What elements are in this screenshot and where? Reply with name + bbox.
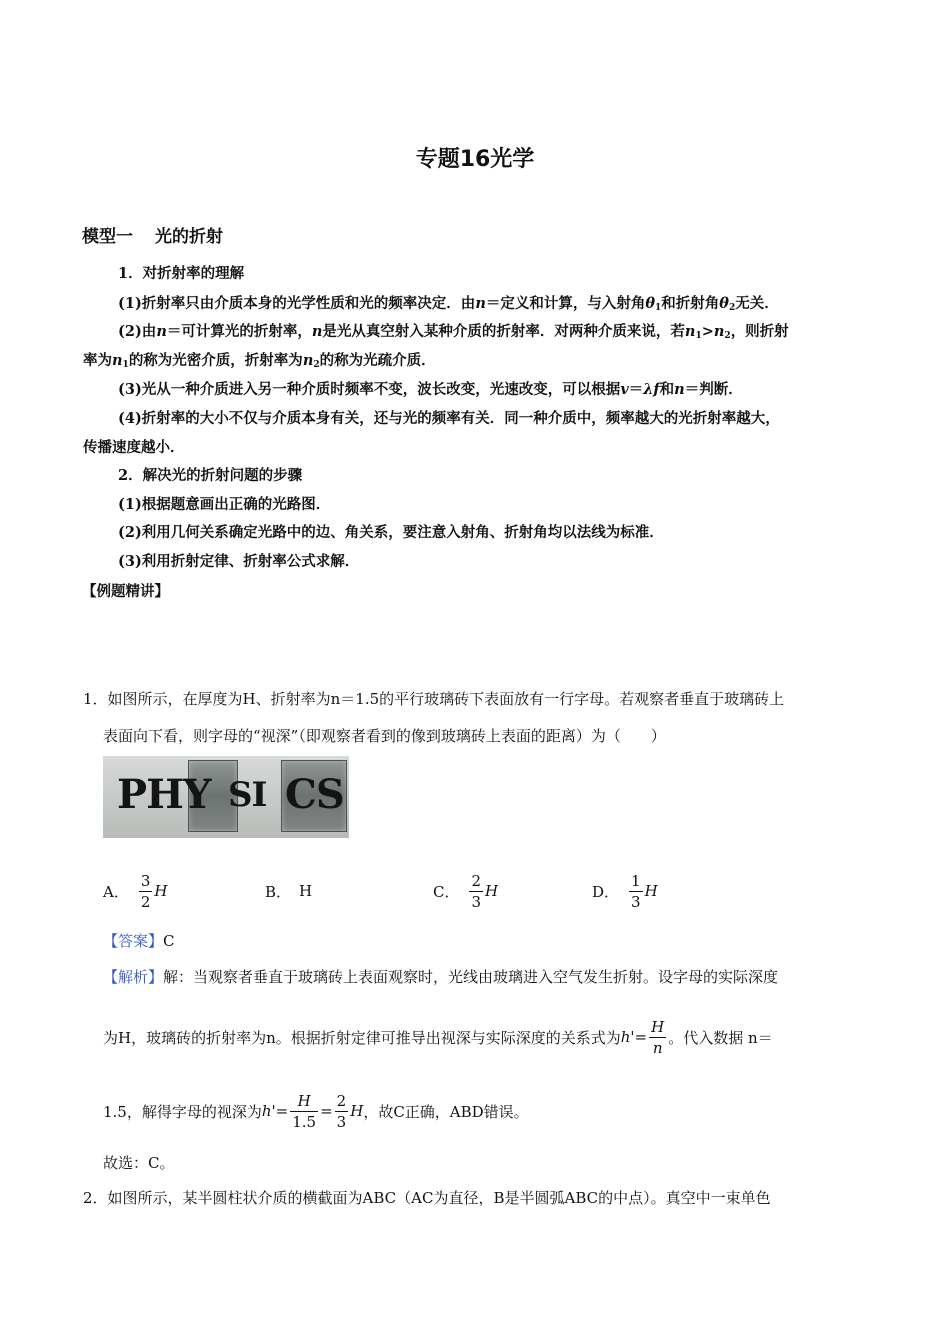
physics-glass-photo [103, 756, 349, 838]
section1-point2: (2)由n＝可计算光的折射率，n是光从真空射入某种介质的折射率．对两种介质来说，若$n_1>n_2$，则折射 [118, 323, 789, 341]
section2-step3: (3)利用折射定律、折射率公式求解． [118, 553, 360, 570]
choice-line: 故选：C。 [103, 1154, 175, 1172]
option-a[interactable]: A． $\frac{3}{2}$ H [103, 871, 168, 911]
question1-line1: 1．如图所示，在厚度为H、折射率为n＝1.5的平行玻璃砖下表面放有一行字母。若观察者垂直于玻璃砖上 [83, 690, 785, 708]
model-heading [82, 222, 223, 247]
page-title: 专题16光学 [415, 147, 535, 172]
option-b[interactable]: B． H [265, 882, 313, 901]
option-d[interactable]: D． $\frac{1}{3}$ H [592, 871, 658, 911]
analysis-line3: 1.5，解得字母的视深为 h' = $\frac{H}{1.5}$ = $\frac{2}{3}$ H ，故C正确，ABD错误。 [103, 1091, 529, 1131]
analysis-line1: 【解析】解：当观察者垂直于玻璃砖上表面观察时，光线由玻璃进入空气发生折射。设字母的实际深度 [103, 968, 779, 986]
section1-point3: (3)光从一种介质进入另一种介质时频率不变，波长改变，光速改变，可以根据v＝λf和n＝判断． [118, 381, 743, 398]
section1-point2-cont: 率为$n_1$的称为光密介质，折射率为$n_2$的称为光疏介质． [83, 352, 436, 370]
section2-step2: (2)利用几何关系确定光路中的边、角关系，要注意入射角、折射角均以法线为标准． [118, 524, 664, 541]
model-name: 光的折射 [155, 227, 223, 247]
answer-line [103, 930, 175, 951]
section1-point4: (4)折射率的大小不仅与介质本身有关，还与光的频率有关．同一种介质中，频率越大的光折射率越大， [118, 410, 780, 427]
photo-letters-mid: SI [228, 775, 267, 815]
section1-heading: 1．对折射率的理解 [118, 265, 245, 282]
examples-heading: 【例题精讲】 [82, 583, 169, 600]
photo-letters-left: PHY [117, 771, 211, 818]
model-label: 模型一 [82, 227, 133, 247]
question2-line1: 2．如图所示，某半圆柱状介质的横截面为ABC（AC为直径，B是半圆弧ABC的中点）。真空中一束单色 [83, 1189, 771, 1207]
question1-line2: 表面向下看，则字母的“视深”（即观察者看到的像到玻璃砖上表面的距离）为（ ） [103, 727, 666, 745]
section2-heading: 2．解决光的折射问题的步骤 [118, 467, 303, 484]
photo-letters-right: CS [285, 771, 344, 818]
section2-step1: (1)根据题意画出正确的光路图． [118, 496, 331, 513]
section1-point1: (1)折射率只由介质本身的光学性质和光的频率决定．由n＝定义和计算，与入射角$\theta_1$和折射角$\theta_2$无关． [118, 295, 779, 313]
answer-value: C [163, 932, 175, 950]
analysis-line2: 为H，玻璃砖的折射率为n。根据折射定律可推导出视深与实际深度的关系式为 h' = $\frac{H}{n}$ 。代入数据 n＝ [103, 1017, 773, 1057]
option-c[interactable]: C． $\frac{2}{3}$ H [433, 871, 499, 911]
section1-point4-cont: 传播速度越小． [83, 439, 185, 456]
analysis-tag: 【解析】 [103, 968, 164, 986]
answer-tag: 【答案】 [103, 932, 164, 950]
